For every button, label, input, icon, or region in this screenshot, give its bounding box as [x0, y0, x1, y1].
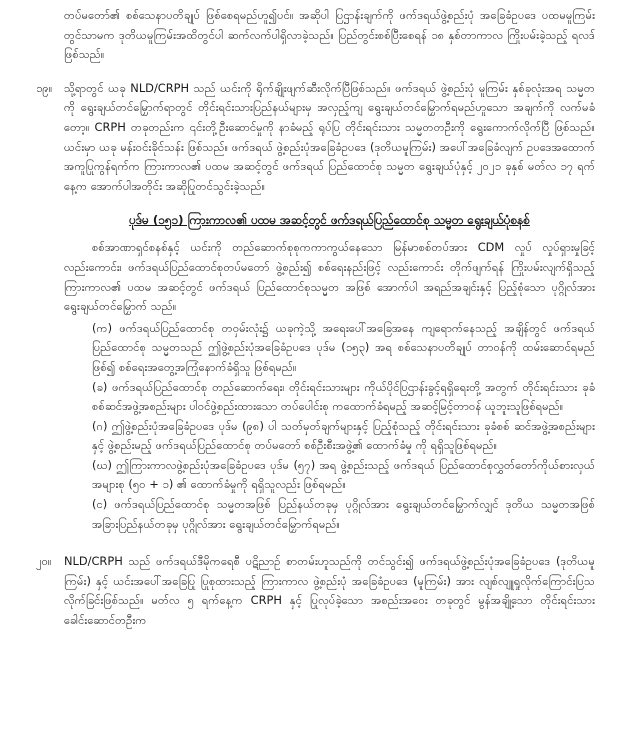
list-item-gha: (ဃ) ဤကြားကာလဖွဲ့စည်းပုံအခြေခံဥပဒေ ပုဒ်မ (၅၇) အရ ဖွဲ့စည်းသည့် ဖက်ဒရယ် ပြည်ထောင်စုလွှတ်တော်ကိုယ်စားလှယ်အများစု (၅၀ + ၁) ၏ ထောက်ခံမှုကို ရရှိသူလည်း ဖြစ်ရမည်။	[92, 457, 595, 492]
section-heading: ပုဒ်မ (၁၅၁) ကြားကာလ၏ ပထမ အဆင့်တွင် ဖက်ဒရယ်ပြည်ထောင်စု သမ္မတ ရွေးချယ်ပုံစနစ်	[129, 213, 530, 228]
paragraph-number: ၂၀။	[36, 554, 52, 569]
paragraph-19	[36, 79, 595, 197]
paragraph-20-text: NLD/CRPH သည် ဖက်ဒရယ်ဒီမိုကရေစီ ပဋိညာဉ် စာတမ်းဟူသည်ကို တင်သွင်း၍ ဖက်ဒရယ်ဖွဲ့စည်းပုံအခြေခံဥပဒေ (ဒုတိယမူကြမ်း) နှင့် ယင်းအပေါ်အခြေပြု ပြုစုထားသည့် ကြားကာလ ဖွဲ့စည်းပုံ အခြေခံဥပဒေ (မူကြမ်း) အား လျစ်လျူရှုလိုက်ကြောင်းပြသ လိုက်ခြင်းဖြစ်သည်။ မတ်လ ၅ ရက်နေ့က CRPH နှင့် ပြုလုပ်ခဲ့သော အစည်းအဝေး တခုတွင် မွန်အချို့သော တိုင်းရင်းသားခေါင်းဆောင်တဦးက	[64, 554, 595, 628]
list-item-ka: (က) ဖက်ဒရယ်ပြည်ထောင်စု တဝှမ်းလုံး၌ ယခုကဲ့သို့ အရေးပေါ်အခြေအနေ ကျရောက်နေသည့် အချိန်တွင် ဖက်ဒရယ် ပြည်ထောင်စု သမ္မတသည် ဤဖွဲ့စည်းပုံအခြေခံဥပဒေ ပုဒ်မ (၁၅၃) အရ စစ်သေနာပတိချုပ် တာဝန်ကို ထမ်းဆောင်ရမည်ဖြစ်၍ စစ်ရေးအတွေ့အကြုံနောက်ခံရှိသူ ဖြစ်ရမည်။	[92, 320, 595, 374]
paragraph-intro: တပ်မတော်၏ စစ်သေနာပတိချုပ် ဖြစ်စေရမည်ဟူ၍ပင်။ အဆိုပါ ပြဌာန်းချက်ကို ဖက်ဒရယ်ဖွဲ့စည်းပုံ အခြေခံဥပဒေ ပထမမူကြမ်းတွင်သာမက ဒုတိယမူကြမ်းအထိတွင်ပါ ဆက်လက်ပါရှိလာခဲ့သည်။ ပြည်တွင်းစစ်ပြီးစေရန် ၁၈ နှစ်တာကာလ ကြိုးပမ်းခဲ့သည့် ရလဒ်ဖြစ်သည်။	[64, 8, 595, 62]
paragraph-section-body: စစ်အာဏာရှင်စနစ်နှင့် ယင်းကို တည်ဆောက်စုစုကကာကွယ်နေသော မြန်မာစစ်တပ်အား CDM လှုပ် လှုပ်ရှားမှုခြင့်လည်းကောင်း၊ ဖက်ဒရယ်ပြည်ထောင်စုတပ်မတော် ဖွဲ့စည်း၍ စစ်ရေးနည်းဖြင့် လည်းကောင်း တိုက်ဖျက်ရန် ကြိုးပမ်းလျက်ရှိသည့် ကြားကာလ၏ ပထမ အဆင့်တွင် ဖက်ဒရယ် ပြည်ထောင်စုသမ္မတ အဖြစ် အောက်ပါ အရည်အချင်းနှင့် ပြည့်စုံသော ပုဂ္ဂိုလ်အား ရွေးချယ်တင်မြှောက် သည်။	[64, 240, 595, 314]
paragraph-20	[36, 552, 595, 630]
paragraph-number: ၁၉။	[36, 80, 53, 95]
paragraph-19-text: သို့ရာတွင် ယခု NLD/CRPH သည် ယင်းကို ရိုက်ချိုးဖျက်ဆီးလိုက်ပြီဖြစ်သည်။ ဖက်ဒရယ် ဖွဲ့စည်းပုံ မူကြမ်း နှစ်ခုလုံးအရ သမ္မတကို ရွေးချယ်တင်မြှောက်ရာတွင် တိုင်းရင်းသားပြည်နယ်များမှ အလှည့်ကျ ရွေးချယ်တင်မြှောက်ရမည်ဟူသော အချက်ကို လက်မခံတော့။ CRPH တခုတည်းက ၎င်းတို့ဦးဆောင်မှုကို နာခံမည့် ရုပ်ပြ တိုင်းရင်းသား သမ္မတတဦးကို ရွေးကောက်လိုက်ပြီ ဖြစ်သည်။ ယင်းမှာ ယခု မန်းဝင်းခိုင်သန်း ဖြစ်သည်။ ဖက်ဒရယ် ဖွဲ့စည်းပုံအခြေခံဥပဒေ (ဒုတိယမူကြမ်း) အပေါ်အခြေခံလျက် ဥပဒေအထောက် အကူပြုကွန်ရက်က ကြားကာလ၏ ပထမ အဆင့်တွင် ဖက်ဒရယ် ပြည်ထောင်စု သမ္မတ ရွေးချယ်ပုံနှင့် ၂၀၂၁ ခုနှစ် မတ်လ ၁၇ ရက်နေ့က အောက်ပါအတိုင်း အဆိုပြုတင်သွင်းခဲ့သည်။	[64, 80, 595, 193]
list-item-ga: (ဂ) ဤဖွဲ့စည်းပုံအခြေခံဥပဒေ ပုဒ်မ (၉၈) ပါ သတ်မှတ်ချက်များနှင့် ပြည့်စုံသည့် တိုင်းရင်းသား ခုခံစစ် ဆင်အဖွဲ့အစည်းများနှင့် ဖွဲ့စည်းမည့် ဖက်ဒရယ်ပြည်ထောင်စု တပ်မတော် စစ်ဦးစီးအဖွဲ့၏ ထောက်ခံမှု ကို ရရှိသူဖြစ်ရမည်။	[92, 418, 595, 453]
list-item-kha: (ခ) ဖက်ဒရယ်ပြည်ထောင်စု တည်ဆောက်ရေး၊ တိုင်းရင်းသားများ ကိုယ်ပိုင်ပြဌာန်းခွင့်ရရှိရေးတို့ အတွက် တိုင်းရင်းသား ခုခံစစ်ဆင်အဖွဲ့အစည်းများ ပါဝင်ဖွဲ့စည်းထားသော တပ်ပေါင်းစု ကထောက်ခံရမည့် အဆင့်မြင့်တာဝန် ယူဘူးသူဖြစ်ရမည်။	[92, 379, 595, 414]
list-item-nga: (င) ဖက်ဒရယ်ပြည်ထောင်စု သမ္မတအဖြစ် ပြည်နယ်တခုမှ ပုဂ္ဂိုလ်အား ရွေးချယ်တင်မြှောက်လျှင် ဒုတိယ သမ္မတအဖြစ် အခြားပြည်နယ်တခုမှ ပုဂ္ဂိုလ်အား ရွေးချယ်တင်မြှောက်ရမည်။	[92, 497, 595, 531]
